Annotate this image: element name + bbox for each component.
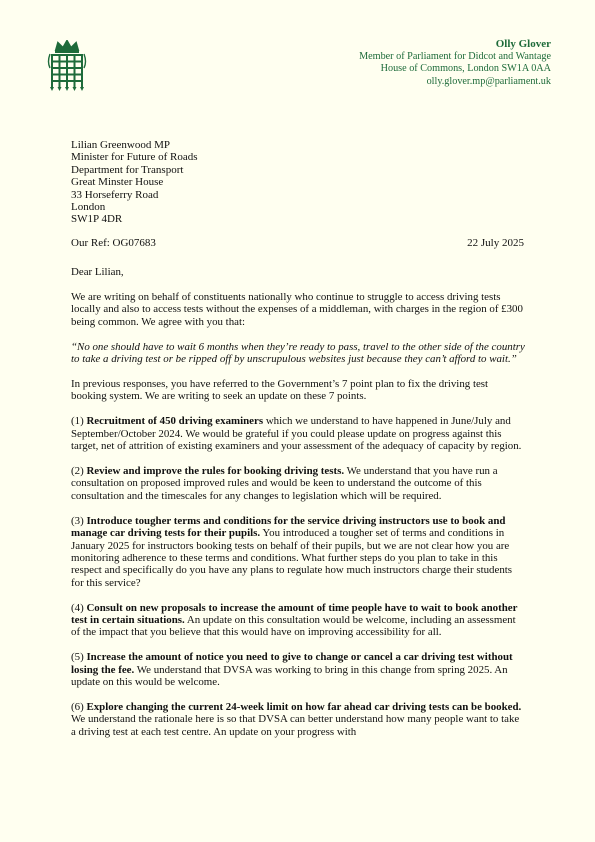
point-number: (2) xyxy=(71,464,84,477)
point-paragraph xyxy=(71,415,525,452)
recipient-line: Minister for Future of Roads xyxy=(71,151,198,164)
recipient-line: Lilian Greenwood MP xyxy=(71,139,170,151)
point-heading: Increase the amount of notice you need to give to change or cancel a car driving test without losing the fee. xyxy=(71,651,513,676)
recipient-line: Department for Transport xyxy=(71,163,184,176)
point-paragraph xyxy=(71,465,525,502)
letter-date: 22 July 2025 xyxy=(467,237,524,249)
point-heading: Review and improve the rules for booking driving tests. xyxy=(86,464,345,477)
point-heading: Introduce tougher terms and conditions for the service driving instructors use to book and manage car driving tests for their pupils. xyxy=(71,514,506,540)
reference-line xyxy=(71,237,524,249)
point-number: (5) xyxy=(71,651,84,664)
point-text: We understand that DVSA was working to bring in this change from spring 2025. An update on this would be welcome. xyxy=(71,663,508,689)
salutation: Dear Lilian, xyxy=(71,266,124,278)
point-number: (6) xyxy=(71,701,84,714)
mp-role: Member of Parliament for Didcot and Wantage xyxy=(359,50,551,62)
letter-body xyxy=(71,266,525,751)
recipient-line: SW1P 4DR xyxy=(71,213,123,226)
point-number: (3) xyxy=(71,514,84,527)
quote-paragraph: “No one should have to wait 6 months when they’re ready to pass, travel to the other side of the country to take a driving test or be ripped off by unscrupulous websites just because they can’t afford to wait.” xyxy=(71,340,525,366)
context-paragraph: In previous responses, you have referred to the Government’s 7 point plan to fix the driving test booking system. We are writing to seek an update on these 7 points. xyxy=(71,377,489,403)
mp-address: House of Commons, London SW1A 0AA xyxy=(380,63,551,74)
point-heading: Consult on new proposals to increase the amount of time people have to wait to book another test in certain situations. xyxy=(71,601,518,627)
point-number: (4) xyxy=(71,601,84,614)
portcullis-icon xyxy=(44,40,90,92)
point-text: which we understand to have happened in June/July and September/October 2024. We would be grateful if you could please update on progress against this target, net of attrition of existing examiners and your assessment of the adequacy of capacity by region. xyxy=(71,415,522,453)
point-text: We understand the rationale here is so that DVSA can better understand how many people want to take a driving test at each test centre. An update on your progress with xyxy=(71,713,520,738)
mp-name: Olly Glover xyxy=(495,38,551,50)
point-paragraph xyxy=(71,651,525,688)
point-text: You introduced a tougher set of terms and conditions in January 2025 for instructors booking tests on behalf of their pupils, but we are not clear how you are monitoring adherence to these terms and conditions. What further steps do you plan to take in this respect and specifically do you have any plans to regulate how much instructors charge their students for this service? xyxy=(71,527,513,589)
point-text: An update on this consultation would be welcome, including an assessment of the impact that you believe that this would have on improving accessibility for all. xyxy=(71,614,516,639)
mp-email: olly.glover.mp@parliament.uk xyxy=(426,75,551,87)
point-heading: Explore changing the current 24-week limit on how far ahead car driving tests can be booked. xyxy=(86,701,522,714)
point-text: We understand that you have run a consultation on proposed improved rules and would be keen to understand the outcome of this consultation and the timescales for any changes to legislation which will be required. xyxy=(71,464,498,502)
point-paragraph xyxy=(71,701,525,738)
intro-paragraph: We are writing on behalf of constituents nationally who continue to struggle to access driving tests locally and also to access tests without the expenses of a middleman, with charges in the region of £300 being common. We agree with you that: xyxy=(71,290,523,328)
recipient-address xyxy=(71,139,197,226)
point-paragraph xyxy=(71,602,525,639)
recipient-line: London xyxy=(71,201,106,214)
recipient-line: Great Minster House xyxy=(71,176,164,189)
point-number: (1) xyxy=(71,415,84,428)
point-heading: Recruitment of 450 driving examiners xyxy=(86,415,264,428)
recipient-line: 33 Horseferry Road xyxy=(71,188,159,201)
our-reference: Our Ref: OG07683 xyxy=(71,237,156,249)
point-paragraph xyxy=(71,515,525,589)
letterhead xyxy=(359,38,551,88)
